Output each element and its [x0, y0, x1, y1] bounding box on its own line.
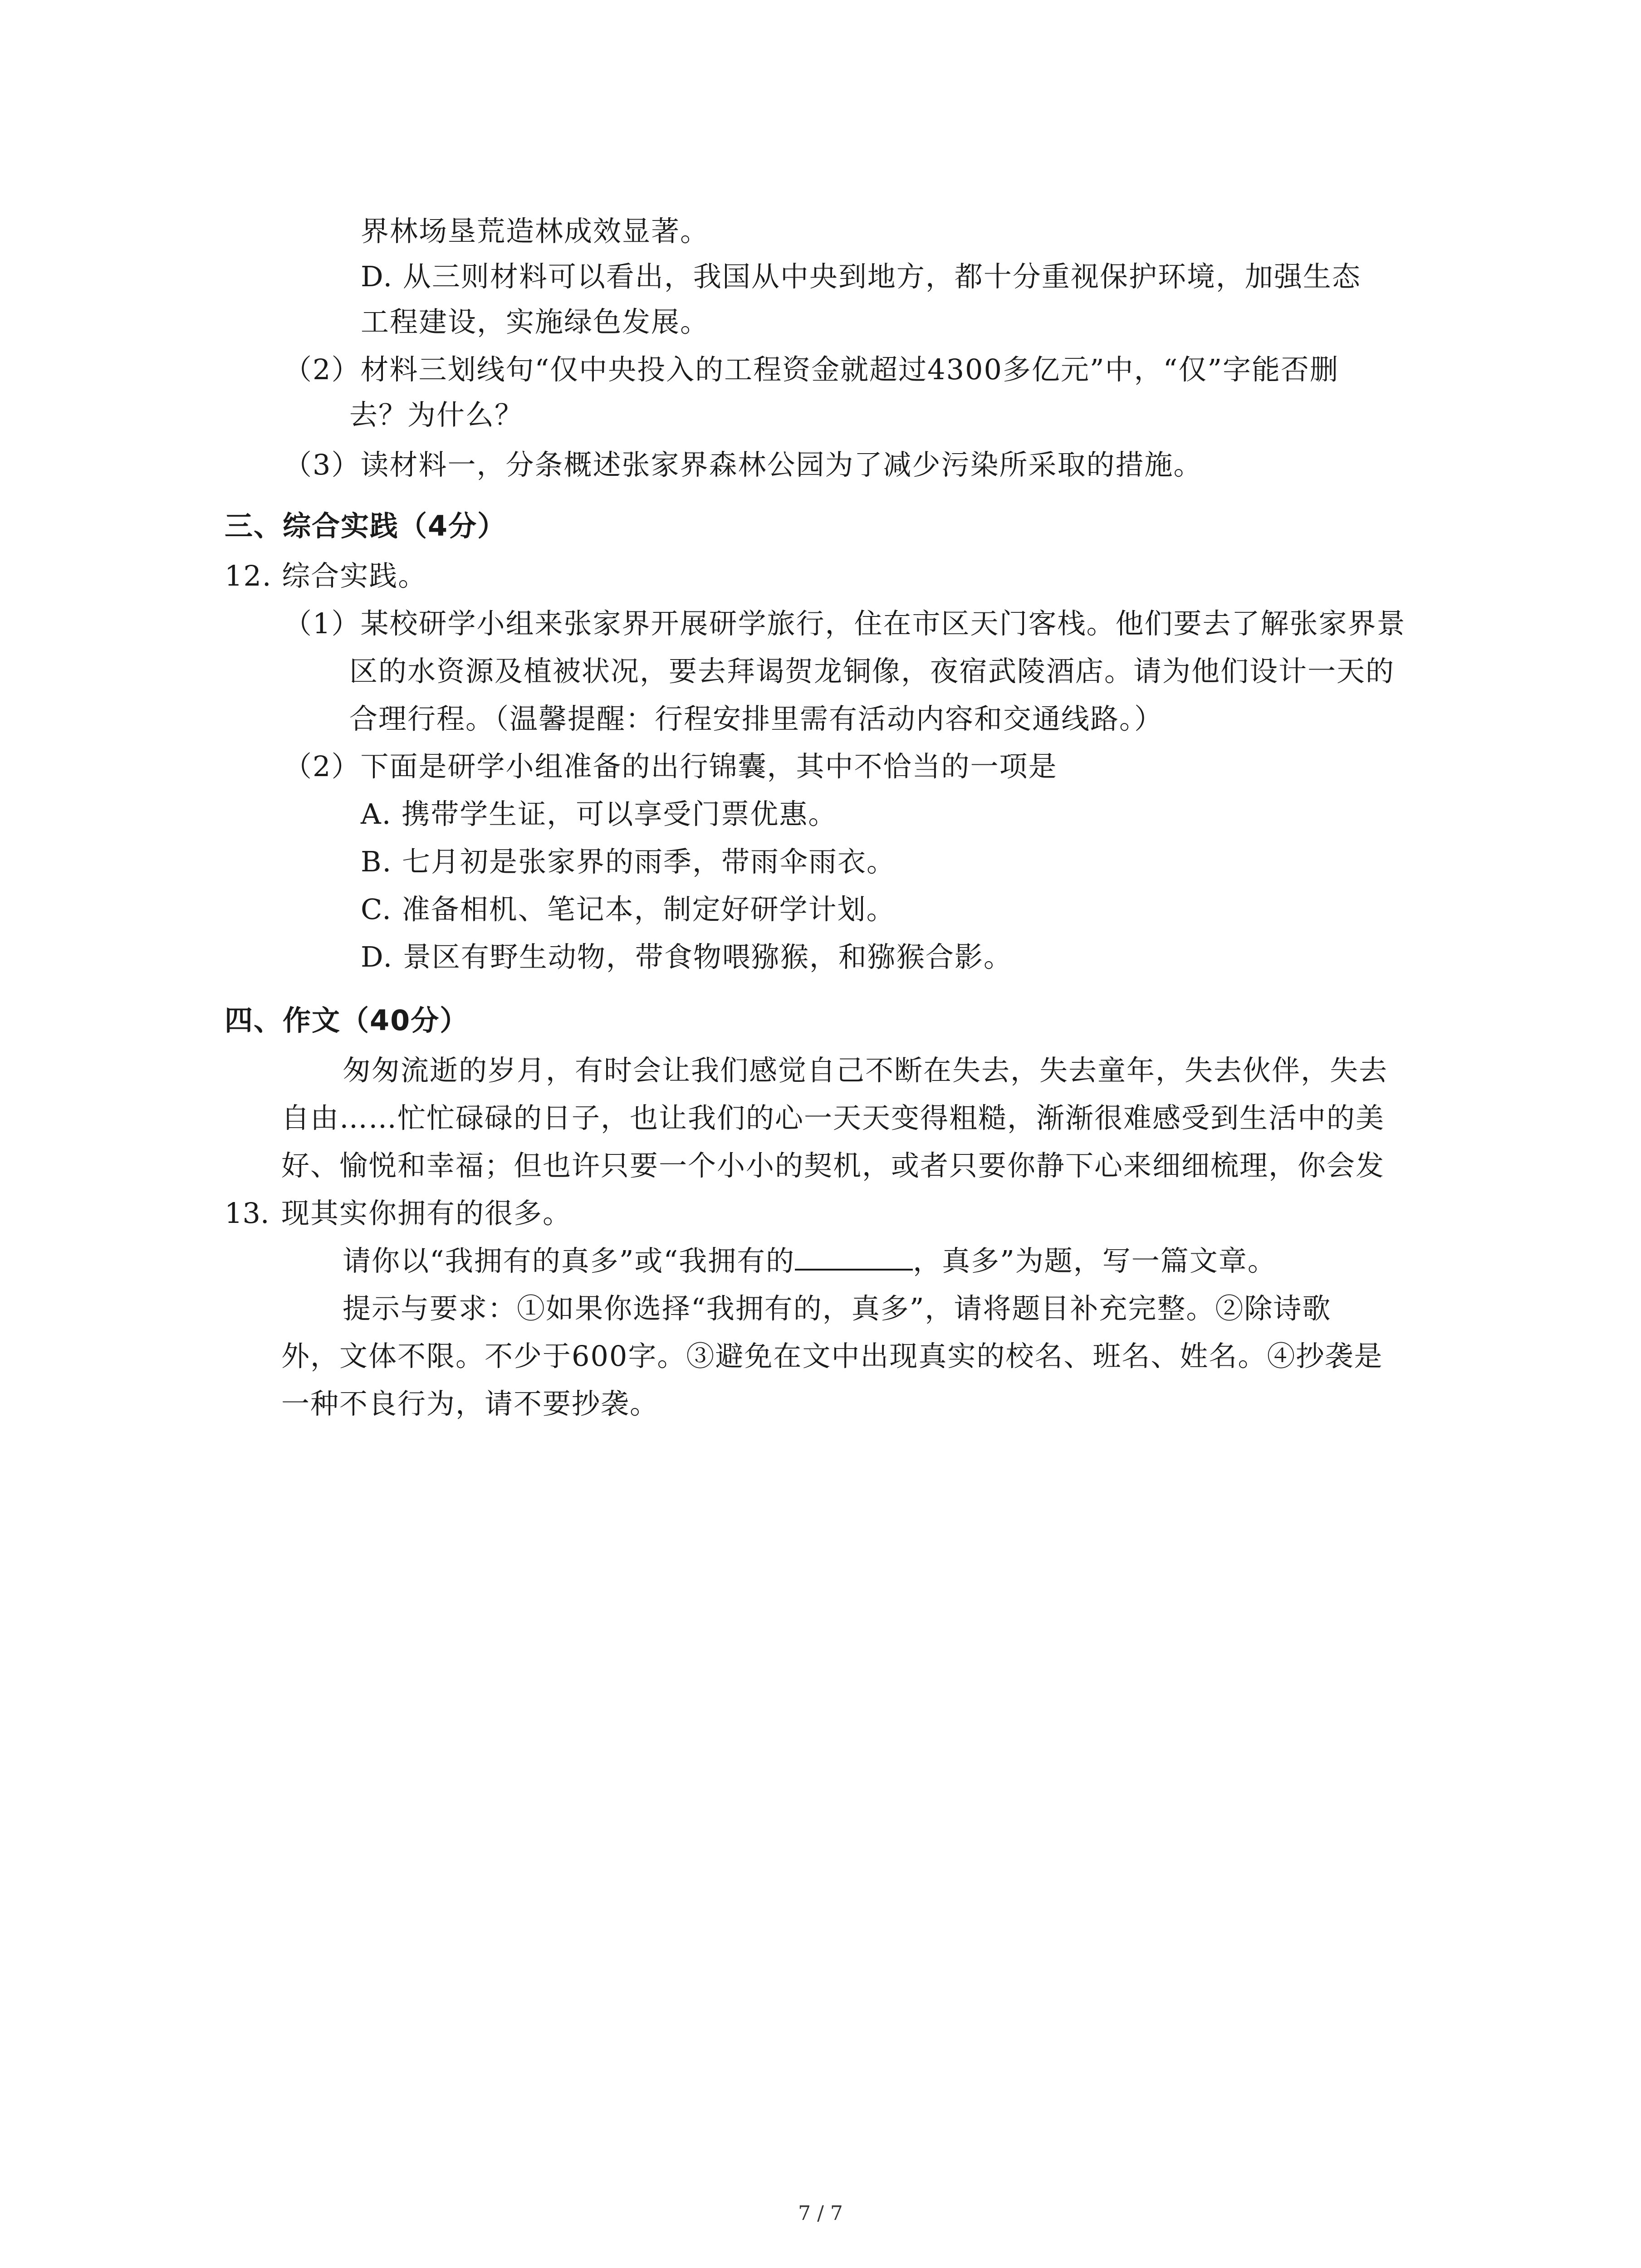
title-blank — [795, 1243, 913, 1271]
q12-part1-line1: （1）某校研学小组来张家界开展研学旅行，住在市区天门客栈。他们要去了解张家界景 — [284, 607, 1406, 640]
essay-para3-line1: 提示与要求：①如果你选择“我拥有的，真多”，请将题目补充完整。②除诗歌 — [343, 1292, 1332, 1325]
essay-para2-after: ，真多”为题，写一篇文章。 — [913, 1244, 1277, 1277]
q13-number: 13. — [225, 1197, 269, 1230]
essay-para1-line3: 好、愉悦和幸福；但也许只要一个小小的契机，或者只要你静下心来细细梳理，你会发 — [281, 1149, 1385, 1182]
essay-para1-line1: 匆匆流逝的岁月，有时会让我们感觉自己不断在失去，失去童年，失去伙伴，失去 — [343, 1054, 1388, 1087]
essay-para2 — [343, 1243, 1277, 1279]
q12-option-c: C. 准备相机、笔记本，制定好研学计划。 — [361, 893, 896, 926]
q12-part1-line2: 区的水资源及植被状况，要去拜谒贺龙铜像，夜宿武陵酒店。请为他们设计一天的 — [349, 655, 1395, 688]
essay-para1-line4: 现其实你拥有的很多。 — [281, 1197, 572, 1230]
q12-part2: （2）下面是研学小组准备的出行锦囊，其中不恰当的一项是 — [284, 750, 1058, 783]
q12-option-a: A. 携带学生证，可以享受门票优惠。 — [361, 797, 838, 831]
q11-part2-line2: 去？为什么？ — [349, 398, 524, 431]
page-number: 7 / 7 — [798, 2202, 843, 2225]
q12-title: 12. 综合实践。 — [225, 559, 427, 592]
q12-part1-line3: 合理行程。（温馨提醒：行程安排里需有活动内容和交通线路。） — [349, 702, 1164, 735]
q11-part3: （3）读材料一，分条概述张家界森林公园为了减少污染所采取的措施。 — [284, 448, 1203, 481]
essay-para3-line3: 一种不良行为，请不要抄袭。 — [281, 1387, 659, 1420]
q12-option-d: D. 景区有野生动物，带食物喂猕猴，和猕猴合影。 — [361, 940, 1013, 973]
essay-para2-before: 请你以“我拥有的真多”或“我拥有的 — [343, 1244, 795, 1277]
essay-para1-line2: 自由……忙忙碌碌的日子，也让我们的心一天天变得粗糙，渐渐很难感受到生活中的美 — [281, 1101, 1385, 1134]
q11-option-d-line1: D. 从三则材料可以看出，我国从中央到地方，都十分重视保护环境，加强生态 — [361, 260, 1361, 293]
section3-heading: 三、综合实践（4分） — [225, 509, 507, 543]
section4-heading: 四、作文（40分） — [225, 1004, 469, 1037]
q11-part2-line1: （2）材料三划线句“仅中央投入的工程资金就超过4300多亿元”中，“仅”字能否删 — [284, 353, 1339, 386]
q11-option-c-continuation: 界林场垦荒造林成效显著。 — [361, 215, 710, 248]
q12-option-b: B. 七月初是张家界的雨季，带雨伞雨衣。 — [361, 845, 896, 878]
q11-option-d-line2: 工程建设，实施绿色发展。 — [361, 305, 710, 338]
essay-para3-line2: 外，文体不限。不少于600字。③避免在文中出现真实的校名、班名、姓名。④抄袭是 — [281, 1339, 1383, 1373]
